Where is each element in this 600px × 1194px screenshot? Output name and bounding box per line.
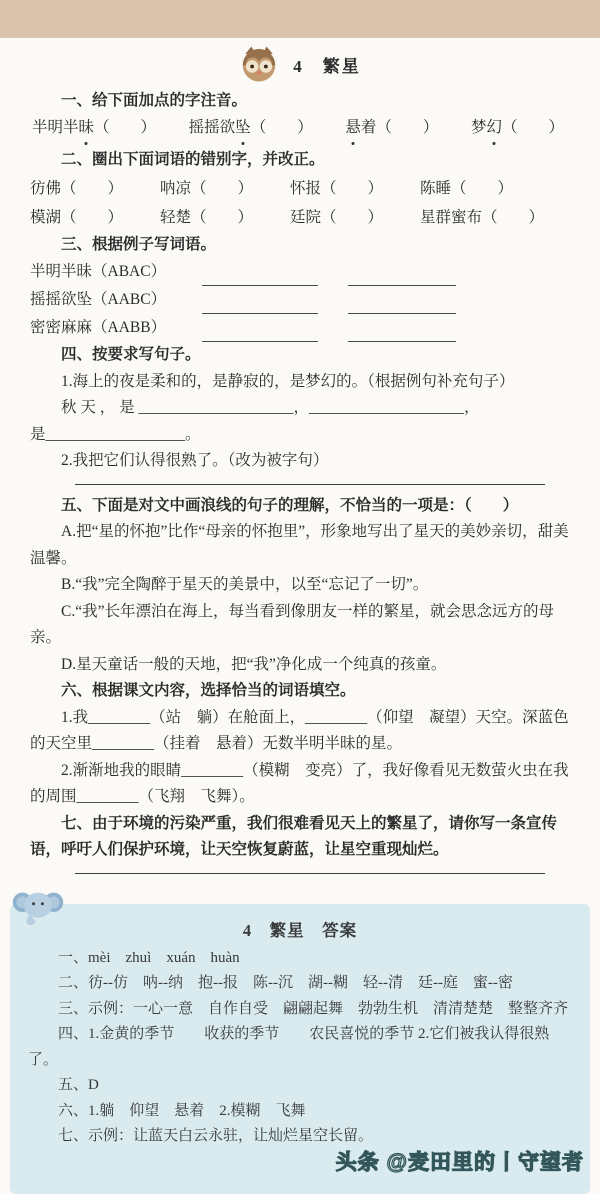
q3-heading: 三、根据例子写词语。 [61,235,217,253]
q1-items [30,115,570,148]
q4-item2: 2.我把它们认得很熟了。（改为被字句） [61,452,329,469]
answer-line-6: 六、1.躺 仰望 悬着 2.模糊 飞舞 [58,1102,306,1119]
q6-item2: 2.渐渐地我的眼睛________（模糊 变亮）了，我好像看见无数萤火虫在我的周围________（飞翔 飞舞）。 [30,761,569,805]
q6-item1: 1.我________（站 躺）在舱面上，________（仰望 凝望）天空。深蓝色的天空里________（挂着 悬着）无数半明半昧的星。 [30,708,569,752]
q2-row [30,174,570,203]
watermark: 头条 @麦田里的丨守望者 [335,1151,584,1174]
q1-heading: 一、给下面加点的字注音。 [61,92,248,109]
q3-label: 密密麻麻（AABB） [30,319,167,336]
q1-item: 梦幻（ ） [471,115,564,142]
q3-row [30,314,570,342]
q7-heading: 七、由于环境的污染严重，我们很难看见天上的繁星了，请你写一条宣传语，呼吁人们保护环境，让天空恢复蔚蓝，让星空重现灿烂。 [30,814,558,858]
q2-cell: 呐凉（ ） [160,179,254,197]
answer-line-7: 七、示例：让蓝天白云永驻，让灿烂星空长留。 [58,1128,374,1144]
section-divider [75,873,545,874]
answer-line-4: 四、1.金黄的季节 收获的季节 农民喜悦的季节 2.它们被我认得很熟了。 [28,1026,550,1068]
worksheet [0,40,600,874]
owl-icon [239,44,279,84]
top-banner [0,0,600,38]
q3-label: 摇摇欲坠（AABC） [30,291,167,308]
answer-line-3: 三、示例：一心一意 自作自受 翩翩起舞 勃勃生机 清清楚楚 整整齐齐 [58,1000,569,1017]
page-title: 4 繁星 [293,56,361,76]
q2-cell: 星群蜜布（ ） [420,208,545,226]
q2-cell: 彷佛（ ） [30,179,124,197]
answer-line-2: 二、彷--仿 呐--纳 抱--报 陈--沉 湖--糊 轻--清 廷--庭 蜜--密 [58,975,513,991]
q2-cell: 陈睡（ ） [420,179,514,197]
section-divider [75,484,545,485]
answer-blank [202,269,318,286]
q5-option-a: A.把“星的怀抱”比作“母亲的怀抱里”，形象地写出了星天的美妙亲切，甜美温馨。 [30,523,569,567]
answers-title: 4 繁星 答案 [242,920,358,940]
q1-item: 摇摇欲坠（ ） [189,115,313,142]
q2-cell: 模湖（ ） [30,208,124,226]
q2-heading: 二、圈出下面词语的错别字，并改正。 [61,151,325,168]
q4-item1: 1.海上的夜是柔和的，是静寂的，是梦幻的。（根据例句补充句子） [61,372,515,390]
q2-row [30,203,570,232]
answer-line-5: 五、D [58,1077,99,1093]
q3-row [30,286,570,314]
q1-item: 半明半昧（ ） [32,115,156,142]
answer-line-1: 一、mèi zhuì xuán huàn [58,949,240,966]
elephant-icon [12,882,64,930]
answer-blank [202,325,318,342]
q3-label: 半明半昧（ABAC） [30,263,167,280]
q5-option-c: C.“我”长年漂泊在海上，每当看到像朋友一样的繁星，就会思念远方的母亲。 [30,602,554,646]
answer-blank [348,325,456,342]
q6-heading: 六、根据课文内容，选择恰当的词语填空。 [61,682,356,699]
q2-cell: 廷院（ ） [290,208,384,226]
q5-heading: 五、下面是对文中画浪线的句子的理解，不恰当的一项是：（ ） [61,496,519,514]
q4-fill-line2: 是__________________。 [30,425,201,443]
q4-heading: 四、按要求写句子。 [61,346,201,363]
q1-item: 悬着（ ） [345,115,438,142]
q3-row [30,258,570,286]
q4-fill-line1: 秋 天 ， 是 ____________________，____________________， [61,399,480,416]
answer-blank [202,297,318,314]
worksheet-header [30,40,570,88]
q2-cell: 怀报（ ） [290,179,384,197]
answer-blank [348,297,456,314]
q5-option-d: D.星天童话一般的天地，把“我”净化成一个纯真的孩童。 [61,655,447,673]
q5-option-b: B.“我”完全陶醉于星天的美景中，以至“忘记了一切”。 [61,576,429,593]
q2-cell: 轻楚（ ） [160,208,254,226]
answer-blank [348,269,456,286]
